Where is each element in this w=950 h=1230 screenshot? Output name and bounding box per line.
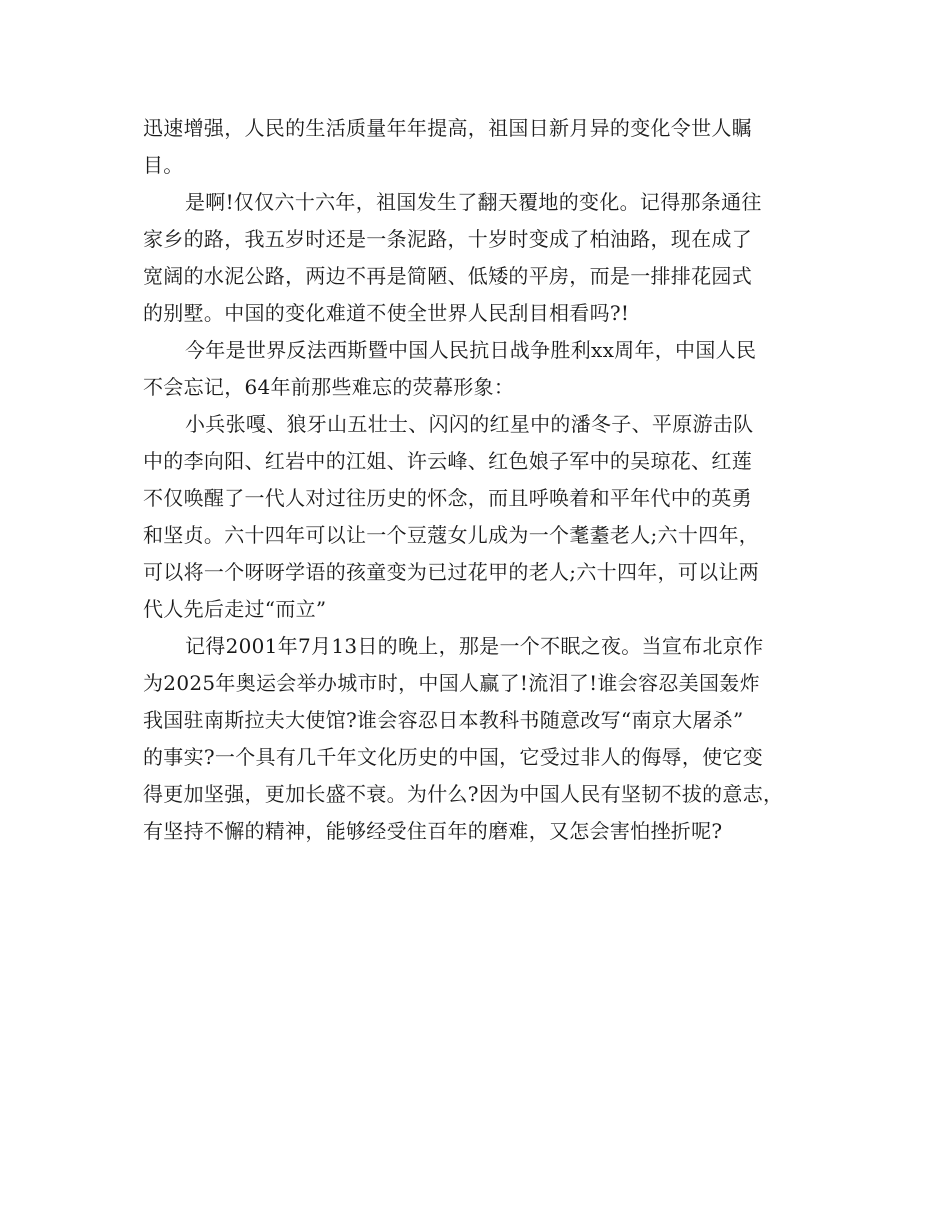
text-line: 的事实?一个具有几千年文化历史的中国，它受过非人的侮辱，使它变 xyxy=(143,745,764,769)
text-line: 为2025年奥运会举办城市时，中国人赢了!流泪了!谁会容忍美国轰炸 xyxy=(143,671,760,695)
document-body xyxy=(143,110,833,850)
text-line: 代人先后走过“而立” xyxy=(143,597,327,621)
text-line: 可以将一个呀呀学语的孩童变为已过花甲的老人;六十四年，可以让两 xyxy=(143,560,760,584)
text-line: 有坚持不懈的精神，能够经受住百年的磨难，又怎会害怕挫折呢? xyxy=(143,819,723,843)
paragraph-start-line: 是啊!仅仅六十六年，祖国发生了翻天覆地的变化。记得那条通往 xyxy=(185,190,762,214)
text-line: 得更加坚强，更加长盛不衰。为什么?因为中国人民有坚韧不拔的意志， xyxy=(143,782,784,806)
paragraph-start-line: 记得2001年7月13日的晚上，那是一个不眠之夜。当宣布北京作 xyxy=(185,634,764,658)
text-line: 我国驻南斯拉夫大使馆?谁会容忍日本教科书随意改写“南京大屠杀” xyxy=(143,708,744,732)
text-line: 的别墅。中国的变化难道不使全世界人民刮目相看吗?! xyxy=(143,301,630,325)
text-line: 迅速增强，人民的生活质量年年提高，祖国日新月异的变化令世人瞩 xyxy=(143,116,752,140)
text-line: 中的李向阳、红岩中的江姐、许云峰、红色娘子军中的吴琼花、红莲 xyxy=(143,449,752,473)
text-line: 目。 xyxy=(143,153,184,177)
text-line: 不仅唤醒了一代人对过往历史的怀念，而且呼唤着和平年代中的英勇 xyxy=(143,486,752,510)
text-line: 不会忘记，64年前那些难忘的荧幕形象： xyxy=(143,375,515,399)
paragraph-start-line: 今年是世界反法西斯暨中国人民抗日战争胜利xx周年，中国人民 xyxy=(185,338,757,362)
paragraph-start-line: 小兵张嘎、狼牙山五壮士、闪闪的红星中的潘冬子、平原游击队 xyxy=(185,412,754,436)
text-line: 家乡的路，我五岁时还是一条泥路，十岁时变成了柏油路，现在成了 xyxy=(143,227,752,251)
text-line: 宽阔的水泥公路，两边不再是简陋、低矮的平房，而是一排排花园式 xyxy=(143,264,752,288)
text-line: 和坚贞。六十四年可以让一个豆蔻女儿成为一个耄耋老人;六十四年， xyxy=(143,523,760,547)
